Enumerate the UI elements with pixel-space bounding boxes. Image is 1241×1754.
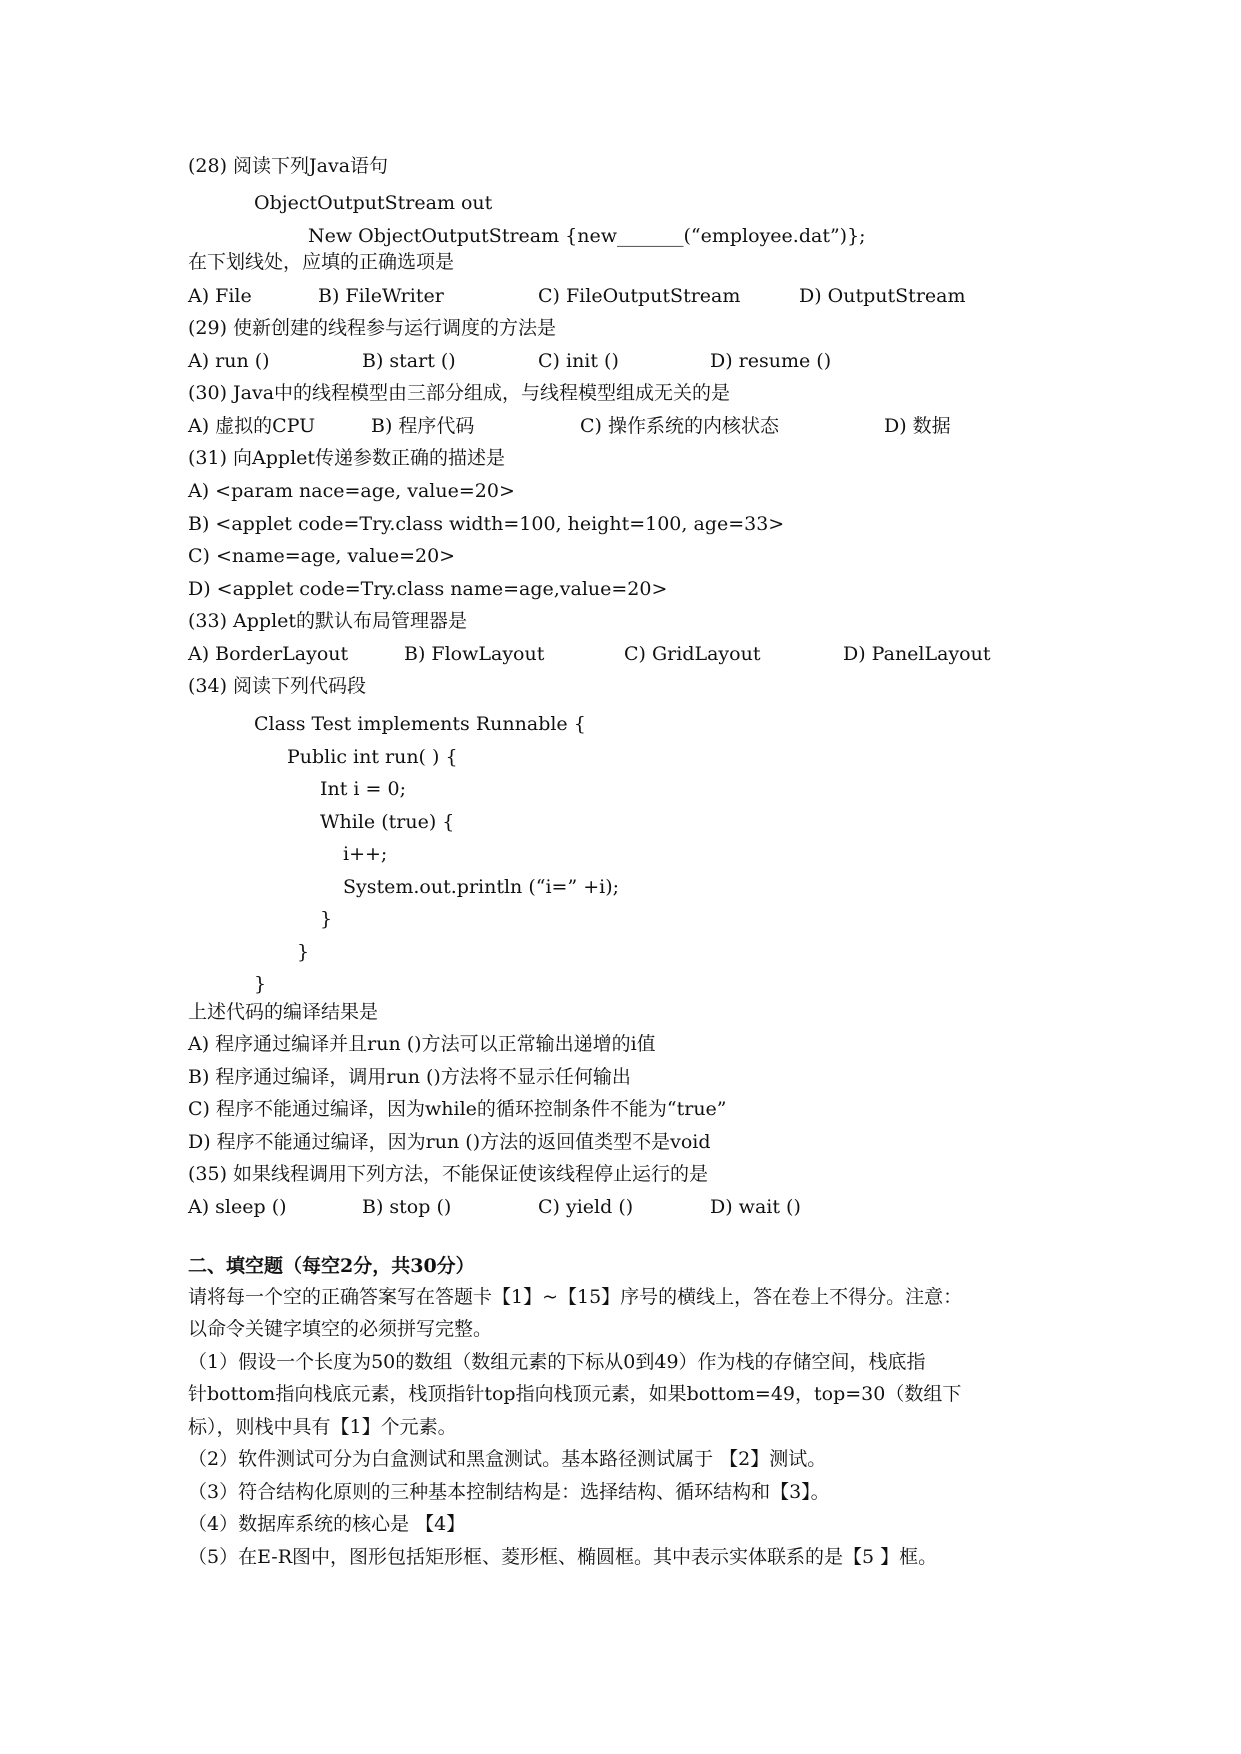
fill-question-1b: 针bottom指向栈底元素，栈顶指针top指向栈顶元素，如果bottom=49，top=30（数组下	[188, 1383, 962, 1405]
fill-question-3: （3）符合结构化原则的三种基本控制结构是：选择结构、循环结构和【3】。	[188, 1481, 830, 1503]
q31-option-a: A) <param nace=age, value=20>	[188, 480, 515, 502]
q31-option-b: B) <applet code=Try.class width=100, height=100, age=33>	[188, 513, 785, 535]
section-2-instruction-2: 以命令关键字填空的必须拼写完整。	[188, 1318, 493, 1340]
q28-option-d: D) OutputStream	[799, 285, 966, 307]
q35-option-c: C) yield ()	[538, 1196, 634, 1218]
q35-option-b: B) stop ()	[362, 1196, 452, 1218]
q28-option-c: C) FileOutputStream	[538, 285, 741, 307]
fill-question-1c: 标），则栈中具有【1】个元素。	[188, 1416, 457, 1438]
q33-option-d: D) PanelLayout	[843, 643, 991, 665]
q29-option-c: C) init ()	[538, 350, 619, 372]
q28-option-b: B) FileWriter	[318, 285, 444, 307]
q34-code-line-1: Class Test implements Runnable {	[254, 713, 586, 735]
q33-title: (33) Applet的默认布局管理器是	[188, 610, 468, 632]
q34-option-c: C) 程序不能通过编译，因为while的循环控制条件不能为“true”	[188, 1098, 727, 1120]
fill-question-5: （5）在E-R图中，图形包括矩形框、菱形框、椭圆框。其中表示实体联系的是【5 】框。	[188, 1546, 938, 1568]
q28-prompt: 在下划线处，应填的正确选项是	[188, 251, 455, 273]
q31-title: (31) 向Applet传递参数正确的描述是	[188, 447, 506, 469]
fill-question-4: （4）数据库系统的核心是 【4】	[188, 1513, 466, 1535]
q34-code-line-8: }	[297, 941, 310, 963]
q30-option-a: A) 虚拟的CPU	[188, 415, 316, 437]
q35-option-d: D) wait ()	[710, 1196, 801, 1218]
q31-option-d: D) <applet code=Try.class name=age,value=20>	[188, 578, 668, 600]
q28-option-a: A) File	[188, 285, 252, 307]
q34-title: (34) 阅读下列代码段	[188, 675, 367, 697]
q35-title: (35) 如果线程调用下列方法，不能保证使该线程停止运行的是	[188, 1163, 709, 1185]
q34-code-line-5: i++;	[343, 843, 388, 865]
q30-option-d: D) 数据	[884, 415, 951, 437]
q34-code-line-2: Public int run( ) {	[287, 746, 458, 768]
q34-option-d: D) 程序不能通过编译，因为run ()方法的返回值类型不是void	[188, 1131, 711, 1153]
q34-option-b: B) 程序通过编译，调用run ()方法将不显示任何输出	[188, 1066, 631, 1088]
q33-option-b: B) FlowLayout	[404, 643, 545, 665]
q33-option-a: A) BorderLayout	[188, 643, 349, 665]
q28-code-line-1: ObjectOutputStream out	[254, 192, 493, 214]
section-2-heading: 二、填空题（每空2分，共30分）	[188, 1255, 475, 1277]
q34-code-line-9: }	[254, 973, 267, 995]
fill-question-2: （2）软件测试可分为白盒测试和黑盒测试。基本路径测试属于 【2】测试。	[188, 1448, 827, 1470]
fill-question-1a: （1）假设一个长度为50的数组（数组元素的下标从0到49）作为栈的存储空间，栈底指	[188, 1351, 926, 1373]
q34-code-line-6: System.out.println (“i=” +i);	[343, 876, 620, 898]
section-2-instruction-1: 请将每一个空的正确答案写在答题卡【1】~【15】序号的横线上，答在卷上不得分。注意：	[188, 1286, 963, 1308]
q29-option-b: B) start ()	[362, 350, 456, 372]
q30-option-b: B) 程序代码	[371, 415, 475, 437]
q33-option-c: C) GridLayout	[624, 643, 761, 665]
q30-title: (30) Java中的线程模型由三部分组成，与线程模型组成无关的是	[188, 382, 731, 404]
q29-option-d: D) resume ()	[710, 350, 832, 372]
q34-code-line-3: Int i = 0;	[320, 778, 406, 800]
q34-option-a: A) 程序通过编译并且run ()方法可以正常输出递增的i值	[188, 1033, 656, 1055]
q28-code-line-2: New ObjectOutputStream {new_______(“employee.dat”)};	[308, 225, 866, 247]
q30-option-c: C) 操作系统的内核状态	[580, 415, 779, 437]
q34-prompt: 上述代码的编译结果是	[188, 1001, 379, 1023]
q34-code-line-7: }	[320, 908, 333, 930]
q29-title: (29) 使新创建的线程参与运行调度的方法是	[188, 317, 557, 339]
q34-code-line-4: While (true) {	[320, 811, 455, 833]
q35-option-a: A) sleep ()	[188, 1196, 287, 1218]
q28-title: (28) 阅读下列Java语句	[188, 155, 389, 177]
q29-option-a: A) run ()	[188, 350, 270, 372]
q31-option-c: C) <name=age, value=20>	[188, 545, 456, 567]
